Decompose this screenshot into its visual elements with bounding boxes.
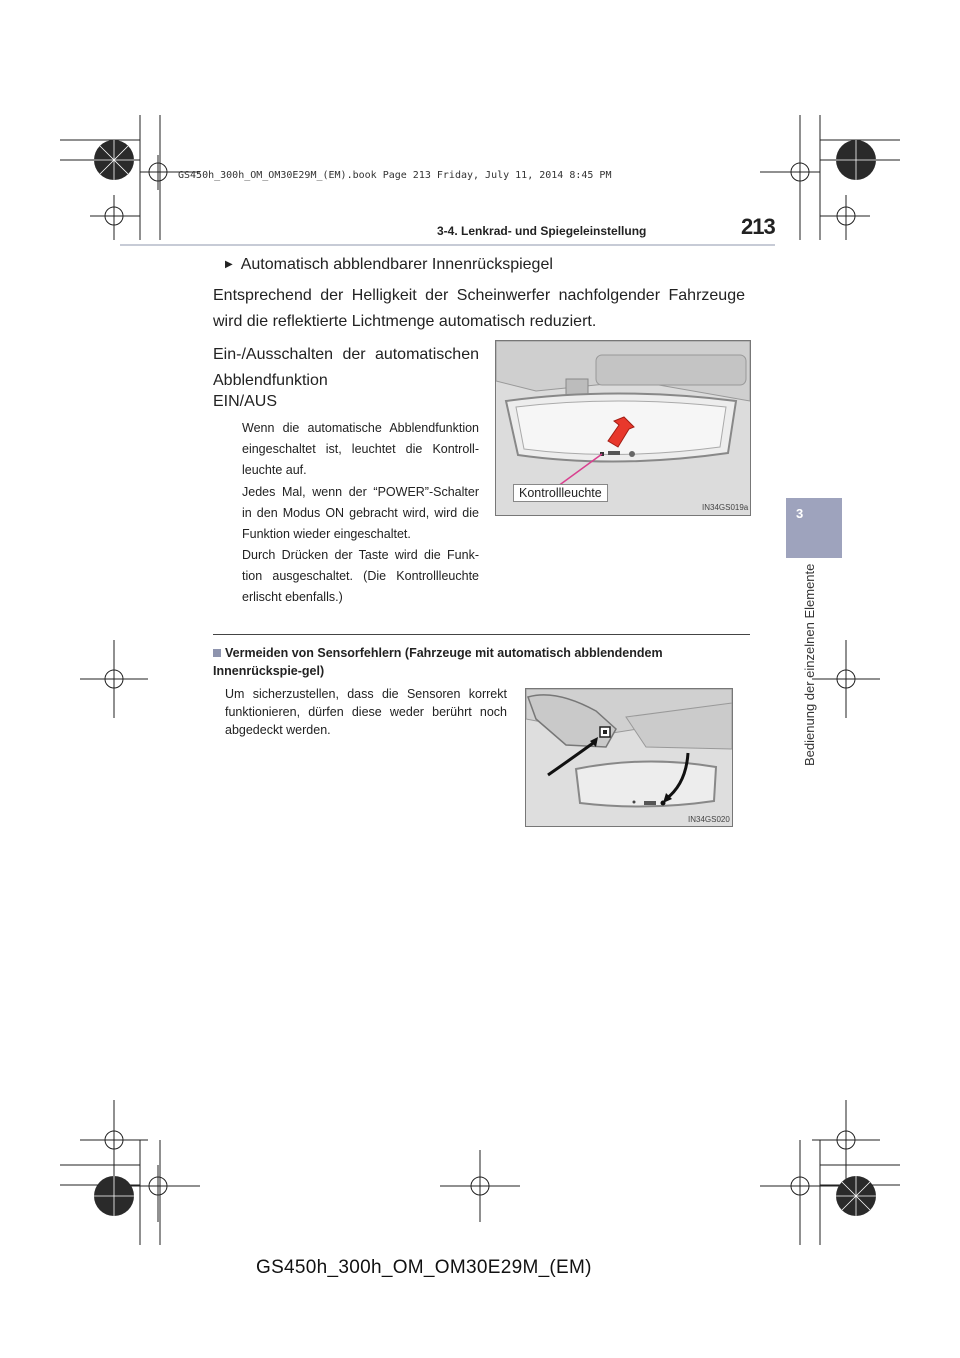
section-title: 3-4. Lenkrad- und Spiegeleinstellung — [437, 224, 647, 238]
square-bullet-icon — [213, 649, 221, 657]
description-text-3: Durch Drücken der Taste wird die Funk-tion ausgeschaltet. (Die Kontrollleuchte erlischt ebenfalls.) — [242, 548, 479, 604]
toggle-title: Ein-/Ausschalten der automatischen Abblendfunktion — [213, 346, 479, 389]
chapter-tab — [786, 498, 842, 558]
section-divider — [213, 634, 750, 635]
header-divider — [120, 244, 775, 246]
page-number: 213 — [741, 214, 775, 239]
figure-code-2: IN34GS020 — [688, 815, 730, 824]
on-off-label: EIN/AUS — [213, 393, 278, 410]
sensor-figure — [525, 688, 733, 827]
section-paragraph: Um sicherzustellen, dass die Sensoren korrekt funktionieren, dürfen diese weder berührt noch abgedeckt werden. — [225, 687, 507, 737]
intro-paragraph: Entsprechend der Helligkeit der Scheinwerfer nachfolgender Fahrzeuge wird die reflektierte Lichtmenge automatisch reduziert. — [213, 287, 745, 330]
figure-code: IN34GS019a — [702, 503, 749, 512]
sensor-illustration — [526, 689, 732, 826]
indicator-label: Kontrollleuchte — [513, 484, 608, 502]
section-heading — [213, 644, 753, 680]
section-heading-text: Vermeiden von Sensorfehlern (Fahrzeuge mit automatisch abblendendem Innenrückspie-gel) — [213, 646, 663, 678]
topic-heading-text: Automatisch abblendbarer Innenrückspiegel — [240, 256, 553, 273]
description-text-2: Jedes Mal, wenn der “POWER”-Schalter in den Modus ON gebracht wird, wird die Funktion wieder eingeschaltet. — [242, 485, 479, 541]
description-text: Wenn die automatische Abblendfunktion eingeschaltet ist, leuchtet die Kontroll-leuchte auf. — [242, 421, 479, 477]
chapter-tab-label: Bedienung der einzelnen Elemente — [802, 563, 817, 766]
triangle-bullet-icon: ▶ — [225, 259, 233, 270]
chapter-tab-number: 3 — [796, 506, 804, 521]
topic-heading — [225, 256, 553, 274]
print-metadata: GS450h_300h_OM_OM30E29M_(EM).book Page 213 Friday, July 11, 2014 8:45 PM — [178, 170, 612, 181]
document-footer: GS450h_300h_OM_OM30E29M_(EM) — [256, 1257, 592, 1278]
